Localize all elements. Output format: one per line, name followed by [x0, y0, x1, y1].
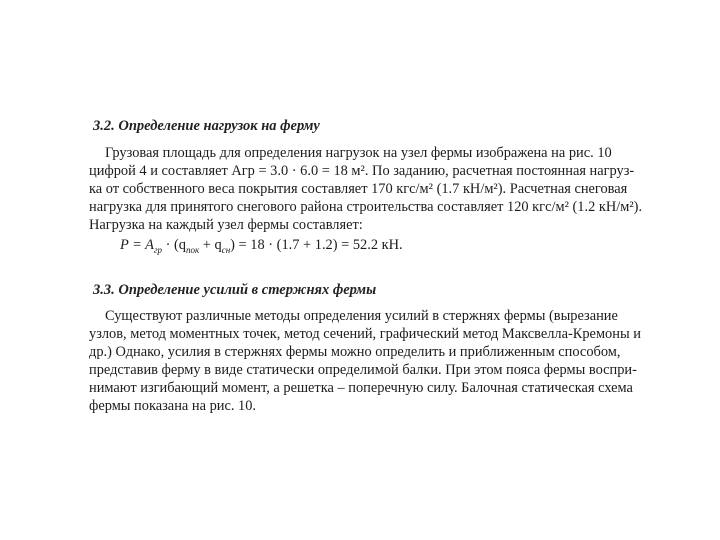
text-line: нагрузка для принятого снегового района строительства составляет 120 кгс/м² (1.2 кН/м²). — [89, 199, 643, 215]
text-line: узлов, метод моментных точек, метод сечений, графический метод Максвелла-Кремоны и — [89, 326, 641, 342]
section-heading-forces: 3.3. Определение усилий в стержнях фермы — [93, 282, 377, 298]
text-line: представив ферму в виде статически определимой балки. При этом пояса фермы воспри- — [89, 362, 637, 378]
load-formula — [120, 237, 403, 255]
text-line: цифрой 4 и составляет Агр = 3.0 · 6.0 = 18 м². По заданию, расчетная постоянная нагруз- — [89, 163, 635, 179]
formula-part: · (q — [161, 237, 186, 253]
section-heading-loads: 3.2. Определение нагрузок на ферму — [93, 118, 320, 134]
text-line: ка от собственного веса покрытия составляет 170 кгс/м² (1.7 кН/м²). Расчетная снеговая — [89, 181, 628, 197]
formula-result: ) = 18 · (1.7 + 1.2) = 52.2 — [230, 237, 379, 253]
paragraph-forces — [89, 307, 689, 415]
text-line: Существуют различные методы определения усилий в стержнях фермы (вырезание — [105, 308, 618, 324]
text-line: др.) Однако, усилия в стержнях фермы можно определить и приближенным способом, — [89, 344, 621, 360]
formula-part: + q — [199, 237, 222, 253]
formula-lhs: P = A — [120, 237, 154, 253]
paragraph-loads — [89, 144, 689, 234]
text-line: нимают изгибающий момент, а решетка – поперечную силу. Балочная статическая схема — [89, 380, 633, 396]
formula-sub-snow: сн — [221, 244, 231, 255]
text-line: Грузовая площадь для определения нагрузок на узел фермы изображена на рис. 10 — [105, 145, 612, 161]
text-line: Нагрузка на каждый узел фермы составляет: — [89, 217, 363, 233]
formula-sub-roof: пок — [185, 244, 200, 255]
formula-unit: кН. — [378, 237, 403, 253]
formula-sub-area: гр — [153, 244, 162, 255]
text-line: фермы показана на рис. 10. — [89, 398, 257, 414]
